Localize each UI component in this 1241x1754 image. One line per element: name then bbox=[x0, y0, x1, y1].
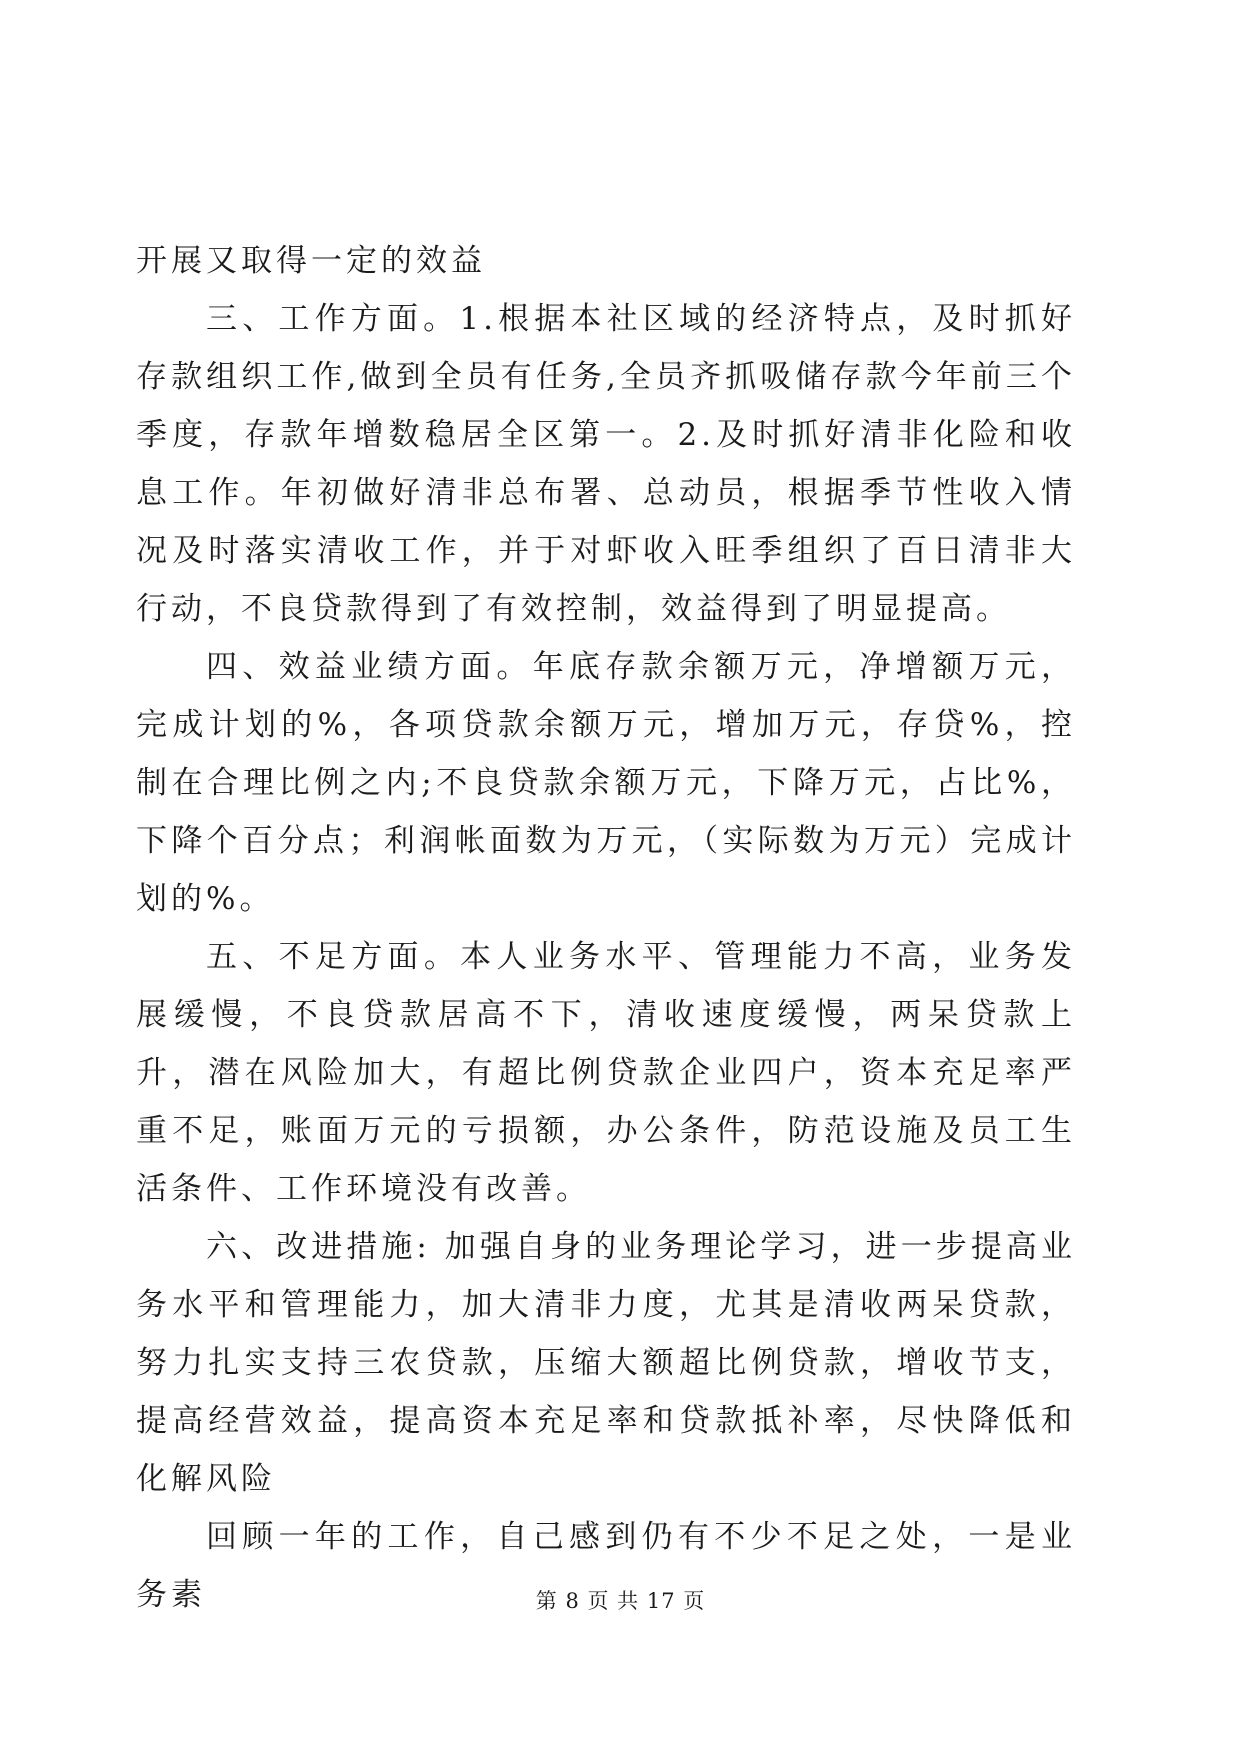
document-body bbox=[136, 232, 1076, 1624]
paragraph-continuation: 开展又取得一定的效益 bbox=[136, 243, 486, 279]
paragraph-work-aspects: 三、工作方面。1.根据本社区域的经济特点，及时抓好存款组织工作,做到全员有任务,全员齐抓吸储存款今年前三个季度，存款年增数稳居全区第一。2.及时抓好清非化险和收息工作。年初做好清非总布署、总动员，根据季节性收入情况及时落实清收工作，并于对虾收入旺季组织了百日清非大行动，不良贷款得到了有效控制，效益得到了明显提高。 bbox=[136, 301, 1076, 627]
paragraph-shortcomings: 五、不足方面。本人业务水平、管理能力不高，业务发展缓慢，不良贷款居高不下，清收速度缓慢，两呆贷款上升，潜在风险加大，有超比例贷款企业四户，资本充足率严重不足，账面万元的亏损额，办公条件，防范设施及员工生活条件、工作环境没有改善。 bbox=[136, 939, 1076, 1207]
page-number-footer: 第 8 页 共 17 页 bbox=[535, 1589, 706, 1613]
paragraph-performance: 四、效益业绩方面。年底存款余额万元，净增额万元，完成计划的%，各项贷款余额万元，增加万元，存贷%，控制在合理比例之内;不良贷款余额万元，下降万元，占比%，下降个百分点；利润帐面数为万元，（实际数为万元）完成计划的%。 bbox=[136, 649, 1076, 917]
paragraph-improvements: 六、改进措施: 加强自身的业务理论学习，进一步提高业务水平和管理能力，加大清非力度，尤其是清收两呆贷款，努力扎实支持三农贷款，压缩大额超比例贷款，增收节支，提高经营效益，提高资本充足率和贷款抵补率，尽快降低和化解风险 bbox=[136, 1229, 1076, 1497]
paragraph-review: 回顾一年的工作，自己感到仍有不少不足之处，一是业务素 bbox=[136, 1519, 1076, 1613]
